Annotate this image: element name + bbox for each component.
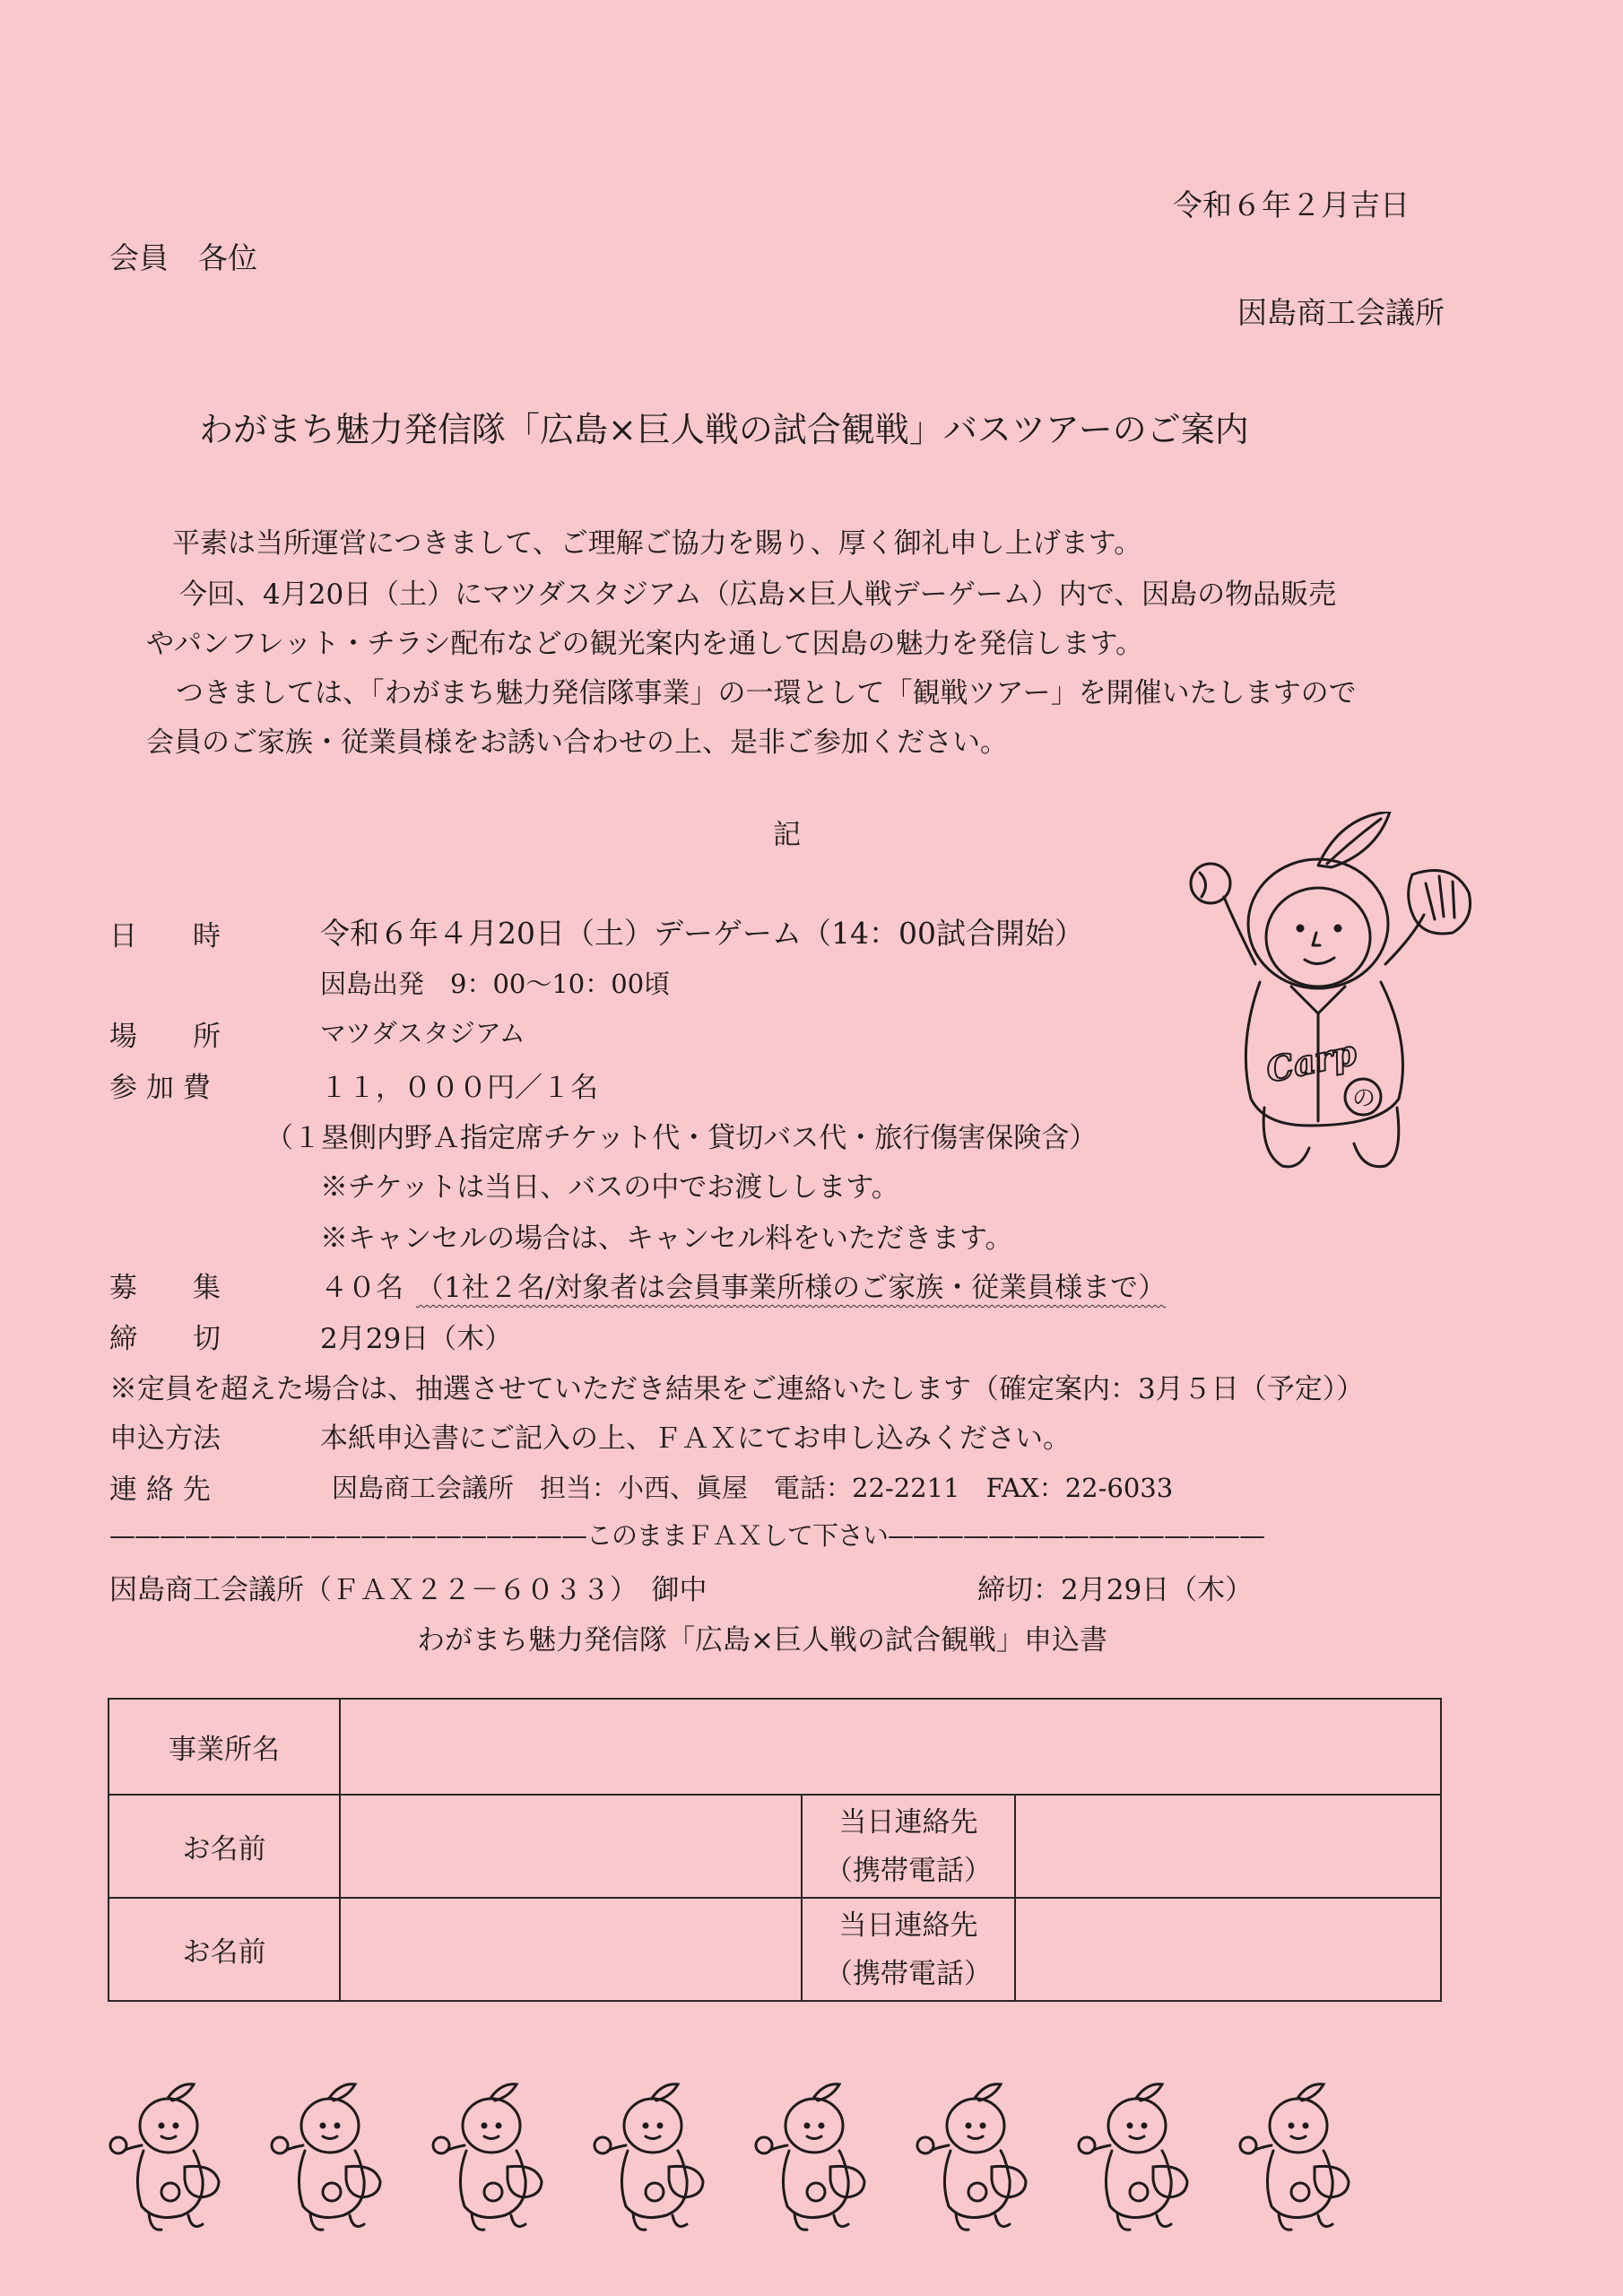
cancel-note: ※キャンセルの場合は、キャンセル料をいただきます。 (320, 1222, 1013, 1255)
issue-date: 令和６年２月吉日 (1173, 187, 1410, 222)
body-line-3: やパンフレット・チラシ配布などの観光案内を通して因島の魅力を発信します。 (146, 628, 1143, 660)
mascot-badge: の (1352, 1085, 1376, 1112)
ki-heading: 記 (773, 819, 801, 851)
application-form (108, 1698, 1442, 2002)
mascot-small-5 (751, 2081, 877, 2233)
mascot-small-1 (106, 2081, 231, 2233)
fee-note: （１塁側内野Ａ指定席チケット代・貸切バス代・旅行傷害保険含） (265, 1122, 1098, 1154)
fax-deadline: 締切：2月29日（木） (977, 1574, 1254, 1606)
sender: 因島商工会議所 (1237, 295, 1445, 330)
form-title: わがまち魅力発信隊「広島×巨人戦の試合観戦」申込書 (417, 1624, 1107, 1657)
datetime-label: 日 時 (109, 920, 221, 952)
body-line-5: 会員のご家族・従業員様をお誘い合わせの上、是非ご参加ください。 (146, 726, 1008, 759)
contact-phone-label-2-line2: （携帯電話） (825, 1957, 992, 1990)
mascot-small-8 (1236, 2081, 1361, 2233)
mascot-small-4 (590, 2081, 716, 2233)
place-value: マツダスタジアム (320, 1018, 525, 1048)
contact-phone-label-2-line1: 当日連絡先 (838, 1909, 978, 1942)
mascot-carp-logo: Carp (1263, 1031, 1360, 1091)
body-line-1: 平素は当所運営につきまして、ご理解ご協力を賜り、厚く御礼申し上げます。 (172, 527, 1142, 560)
fee-value: １１，０００円／１名 (320, 1072, 598, 1104)
fax-divider: ———————————————————このままＦＡＸして下さい——————————————— (109, 1520, 1265, 1551)
mascot-small-3 (429, 2081, 554, 2233)
mascot-illustration (1184, 812, 1506, 1188)
apply-label: 申込方法 (109, 1422, 221, 1455)
contact-phone-label-2 (802, 1898, 1015, 2001)
name-field-1[interactable] (340, 1795, 802, 1898)
name-label-1: お名前 (108, 1795, 340, 1898)
place-label: 場 所 (109, 1021, 221, 1053)
recipient: 会員 各位 (109, 240, 257, 275)
recruit-note: （1社２名/対象者は会員事業所様のご家族・従業員様まで） (416, 1272, 1167, 1304)
mascot-small-2 (267, 2081, 393, 2233)
deadline-label: 締 切 (109, 1323, 221, 1355)
document-title: わがまち魅力発信隊「広島×巨人戦の試合観戦」バスツアーのご案内 (199, 410, 1249, 449)
ticket-note: ※チケットは当日、バスの中でお渡しします。 (320, 1171, 899, 1204)
fee-label: 参 加 費 (109, 1072, 211, 1104)
body-line-4: つきましては、「わがまち魅力発信隊事業」の一環として「観戦ツアー」を開催いたしますので (176, 677, 1357, 709)
contact-value: 因島商工会議所 担当：小西、眞屋 電話：22-2211 FAX：22-6033 (332, 1473, 1174, 1503)
datetime-value: 令和６年４月20日（土）デーゲーム（14：00試合開始） (320, 916, 1084, 951)
contact-label: 連 絡 先 (109, 1474, 211, 1506)
apply-value: 本紙申込書にご記入の上、ＦＡＸにてお申し込みください。 (320, 1422, 1071, 1455)
mascot-small-7 (1074, 2081, 1200, 2233)
mascot-small-6 (913, 2081, 1038, 2233)
recruit-label: 募 集 (109, 1272, 221, 1304)
name-field-2[interactable] (340, 1898, 802, 2001)
over-capacity-note: ※定員を超えた場合は、抽選させていただき結果をご連絡いたします（確定案内：3月５日（予定）） (109, 1373, 1365, 1405)
recruit-count: ４０名 (320, 1272, 404, 1304)
contact-phone-field-2[interactable] (1015, 1898, 1441, 2001)
contact-phone-label-1-line1: 当日連絡先 (838, 1805, 978, 1839)
body-line-2: 今回、4月20日（土）にマツダスタジアム（広島×巨人戦デーゲーム）内で、因島の物品販売 (179, 578, 1337, 611)
fax-recipient: 因島商工会議所（ＦＡＸ２２－６０３３） 御中 (109, 1574, 707, 1606)
departure-time: 因島出発 9：00〜10：00頃 (320, 969, 671, 999)
contact-phone-label-1-line2: （携帯電話） (825, 1854, 992, 1887)
name-label-2: お名前 (108, 1898, 340, 2001)
deadline-value: 2月29日（木） (320, 1323, 513, 1355)
company-label: 事業所名 (108, 1699, 340, 1795)
contact-phone-label-1 (802, 1795, 1015, 1898)
company-field[interactable] (340, 1699, 1441, 1795)
contact-phone-field-1[interactable] (1015, 1795, 1441, 1898)
